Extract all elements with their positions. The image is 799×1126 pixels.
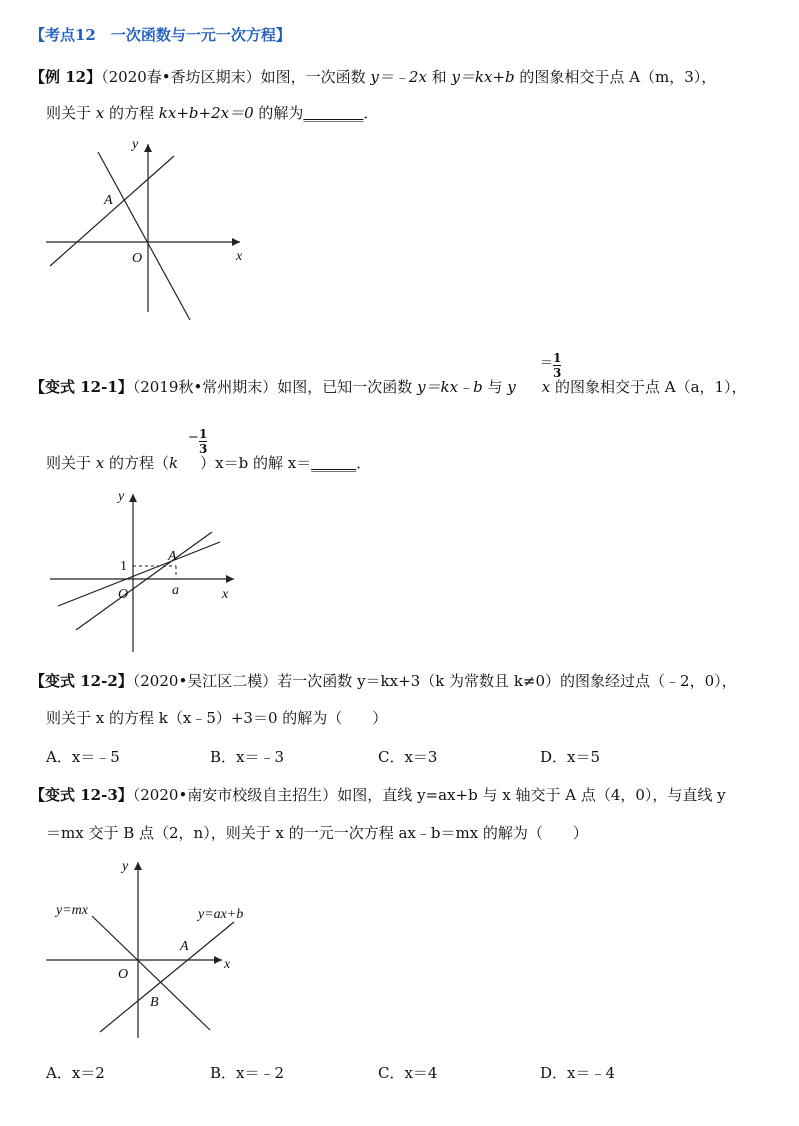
denominator: 3 xyxy=(553,366,562,380)
text: 的方程 xyxy=(104,104,159,122)
variant-12-3-graph xyxy=(0,852,300,1052)
origin-label: O xyxy=(132,251,143,266)
point-a-label: A xyxy=(180,939,189,954)
equation: kx+b+2x＝0 xyxy=(158,104,254,122)
point-b-label: B xyxy=(150,995,159,1010)
line-one-third-x xyxy=(58,542,220,606)
option-c: C．x＝4 xyxy=(378,1064,438,1082)
line-label-ax-b: y=ax+b xyxy=(198,907,244,922)
text: ． xyxy=(363,104,379,122)
equation: y＝﹣2x xyxy=(370,68,427,86)
x-axis-label: x xyxy=(224,957,231,972)
source: （2020春•香坊区期末） xyxy=(101,68,261,86)
numerator: 1 xyxy=(199,427,208,441)
option-b: B．x＝﹣3 xyxy=(210,748,285,766)
variable: x xyxy=(541,378,551,396)
point-a-label: A xyxy=(168,549,177,564)
variant-12-1-graph xyxy=(0,484,260,664)
text: ． xyxy=(356,454,372,472)
example-12-line2 xyxy=(46,102,378,123)
answer-blank: ______ xyxy=(311,454,357,472)
line-y-mx xyxy=(92,916,210,1030)
answer-blank: ________ xyxy=(303,104,364,122)
source: （2019秋•常州期末） xyxy=(132,378,278,396)
question-text: 如图，直线 y=ax+b 与 x 轴交于 A 点（4，0），与直线 y xyxy=(337,786,726,804)
tick-a-label: a xyxy=(172,583,179,598)
fraction-one-third-2 xyxy=(199,428,207,455)
variable: k xyxy=(169,454,179,472)
section-title: 【考点12 一次函数与一元一次方程】 xyxy=(30,26,291,44)
x-axis-label: x xyxy=(222,587,229,602)
text: ）x＝b 的解 x＝ xyxy=(200,454,312,472)
text: 的图象相交于点 xyxy=(514,68,630,86)
origin-label: O xyxy=(118,587,129,602)
text: 则关于 xyxy=(46,454,96,472)
fraction-one-third xyxy=(553,352,561,379)
variant-12-3-line1 xyxy=(30,784,726,805)
origin-label: O xyxy=(118,967,129,982)
option-a: A．x＝﹣5 xyxy=(46,748,120,766)
x-axis-arrow xyxy=(226,575,234,583)
variant-12-1-line1 xyxy=(30,376,747,397)
equation: y＝kx﹣b xyxy=(417,378,483,396)
y-axis-label: y xyxy=(122,859,129,874)
text: 的方程（ xyxy=(104,454,170,472)
example-tag: 【例 12】 xyxy=(30,68,102,86)
y-axis-label: y xyxy=(118,489,125,504)
variant-tag: 【变式 12-2】 xyxy=(30,672,133,690)
line-kx-b xyxy=(50,156,174,266)
y-axis-arrow xyxy=(144,144,152,152)
y-axis-arrow xyxy=(129,494,137,502)
point-label: A（a，1）， xyxy=(664,378,747,396)
variant-12-2-line2: 则关于 x 的方程 k（x﹣5）+3＝0 的解为（ ） xyxy=(46,709,388,727)
option-d: D．x＝5 xyxy=(540,748,601,766)
variable: x xyxy=(95,104,105,122)
point-label: A（m，3）， xyxy=(629,68,717,86)
text: 如图，已知一次函数 xyxy=(277,378,418,396)
equals-sign: ＝ xyxy=(540,356,554,371)
variant-tag: 【变式 12-1】 xyxy=(30,378,133,396)
example-12-graph xyxy=(0,130,280,330)
line-y-neg2x xyxy=(98,152,190,320)
variant-12-3-line2: ＝mx 交于 B 点（2，n），则关于 x 的一元一次方程 ax﹣b＝mx 的解为（ ） xyxy=(46,824,588,842)
variable: x xyxy=(95,454,105,472)
option-b: B．x＝﹣2 xyxy=(210,1064,285,1082)
equation: y＝kx+b xyxy=(451,68,515,86)
line-label-mx: y=mx xyxy=(56,903,88,918)
text: 的图象相交于点 xyxy=(550,378,665,396)
minus-sign: − xyxy=(188,430,199,445)
variant-tag: 【变式 12-3】 xyxy=(30,786,133,804)
tick-1-label: 1 xyxy=(120,559,127,574)
question-text: 若一次函数 y＝kx+3（k 为常数且 k≠0）的图象经过点（﹣2，0）， xyxy=(277,672,737,690)
option-a: A．x＝2 xyxy=(46,1064,105,1082)
x-axis-arrow xyxy=(214,956,222,964)
numerator: 1 xyxy=(553,351,562,365)
x-axis-label: x xyxy=(236,249,243,264)
variable: y xyxy=(507,378,516,396)
line-kx-minus-b xyxy=(76,532,212,630)
text: 与 xyxy=(482,378,508,396)
source: （2020•吴江区二模） xyxy=(132,672,278,690)
option-c: C．x＝3 xyxy=(378,748,438,766)
source: （2020•南安市校级自主招生） xyxy=(132,786,338,804)
text: 和 xyxy=(426,68,452,86)
x-axis-arrow xyxy=(232,238,240,246)
y-axis-arrow xyxy=(134,862,142,870)
example-12-line1 xyxy=(30,66,716,87)
variant-12-2-line1 xyxy=(30,670,737,691)
text: 的解为 xyxy=(253,104,304,122)
option-d: D．x＝﹣4 xyxy=(540,1064,616,1082)
y-axis-label: y xyxy=(132,137,139,152)
denominator: 3 xyxy=(199,442,208,456)
point-a-label: A xyxy=(104,193,113,208)
text: 如图，一次函数 xyxy=(260,68,371,86)
variant-12-1-line2 xyxy=(46,452,371,473)
text: 则关于 xyxy=(46,104,96,122)
